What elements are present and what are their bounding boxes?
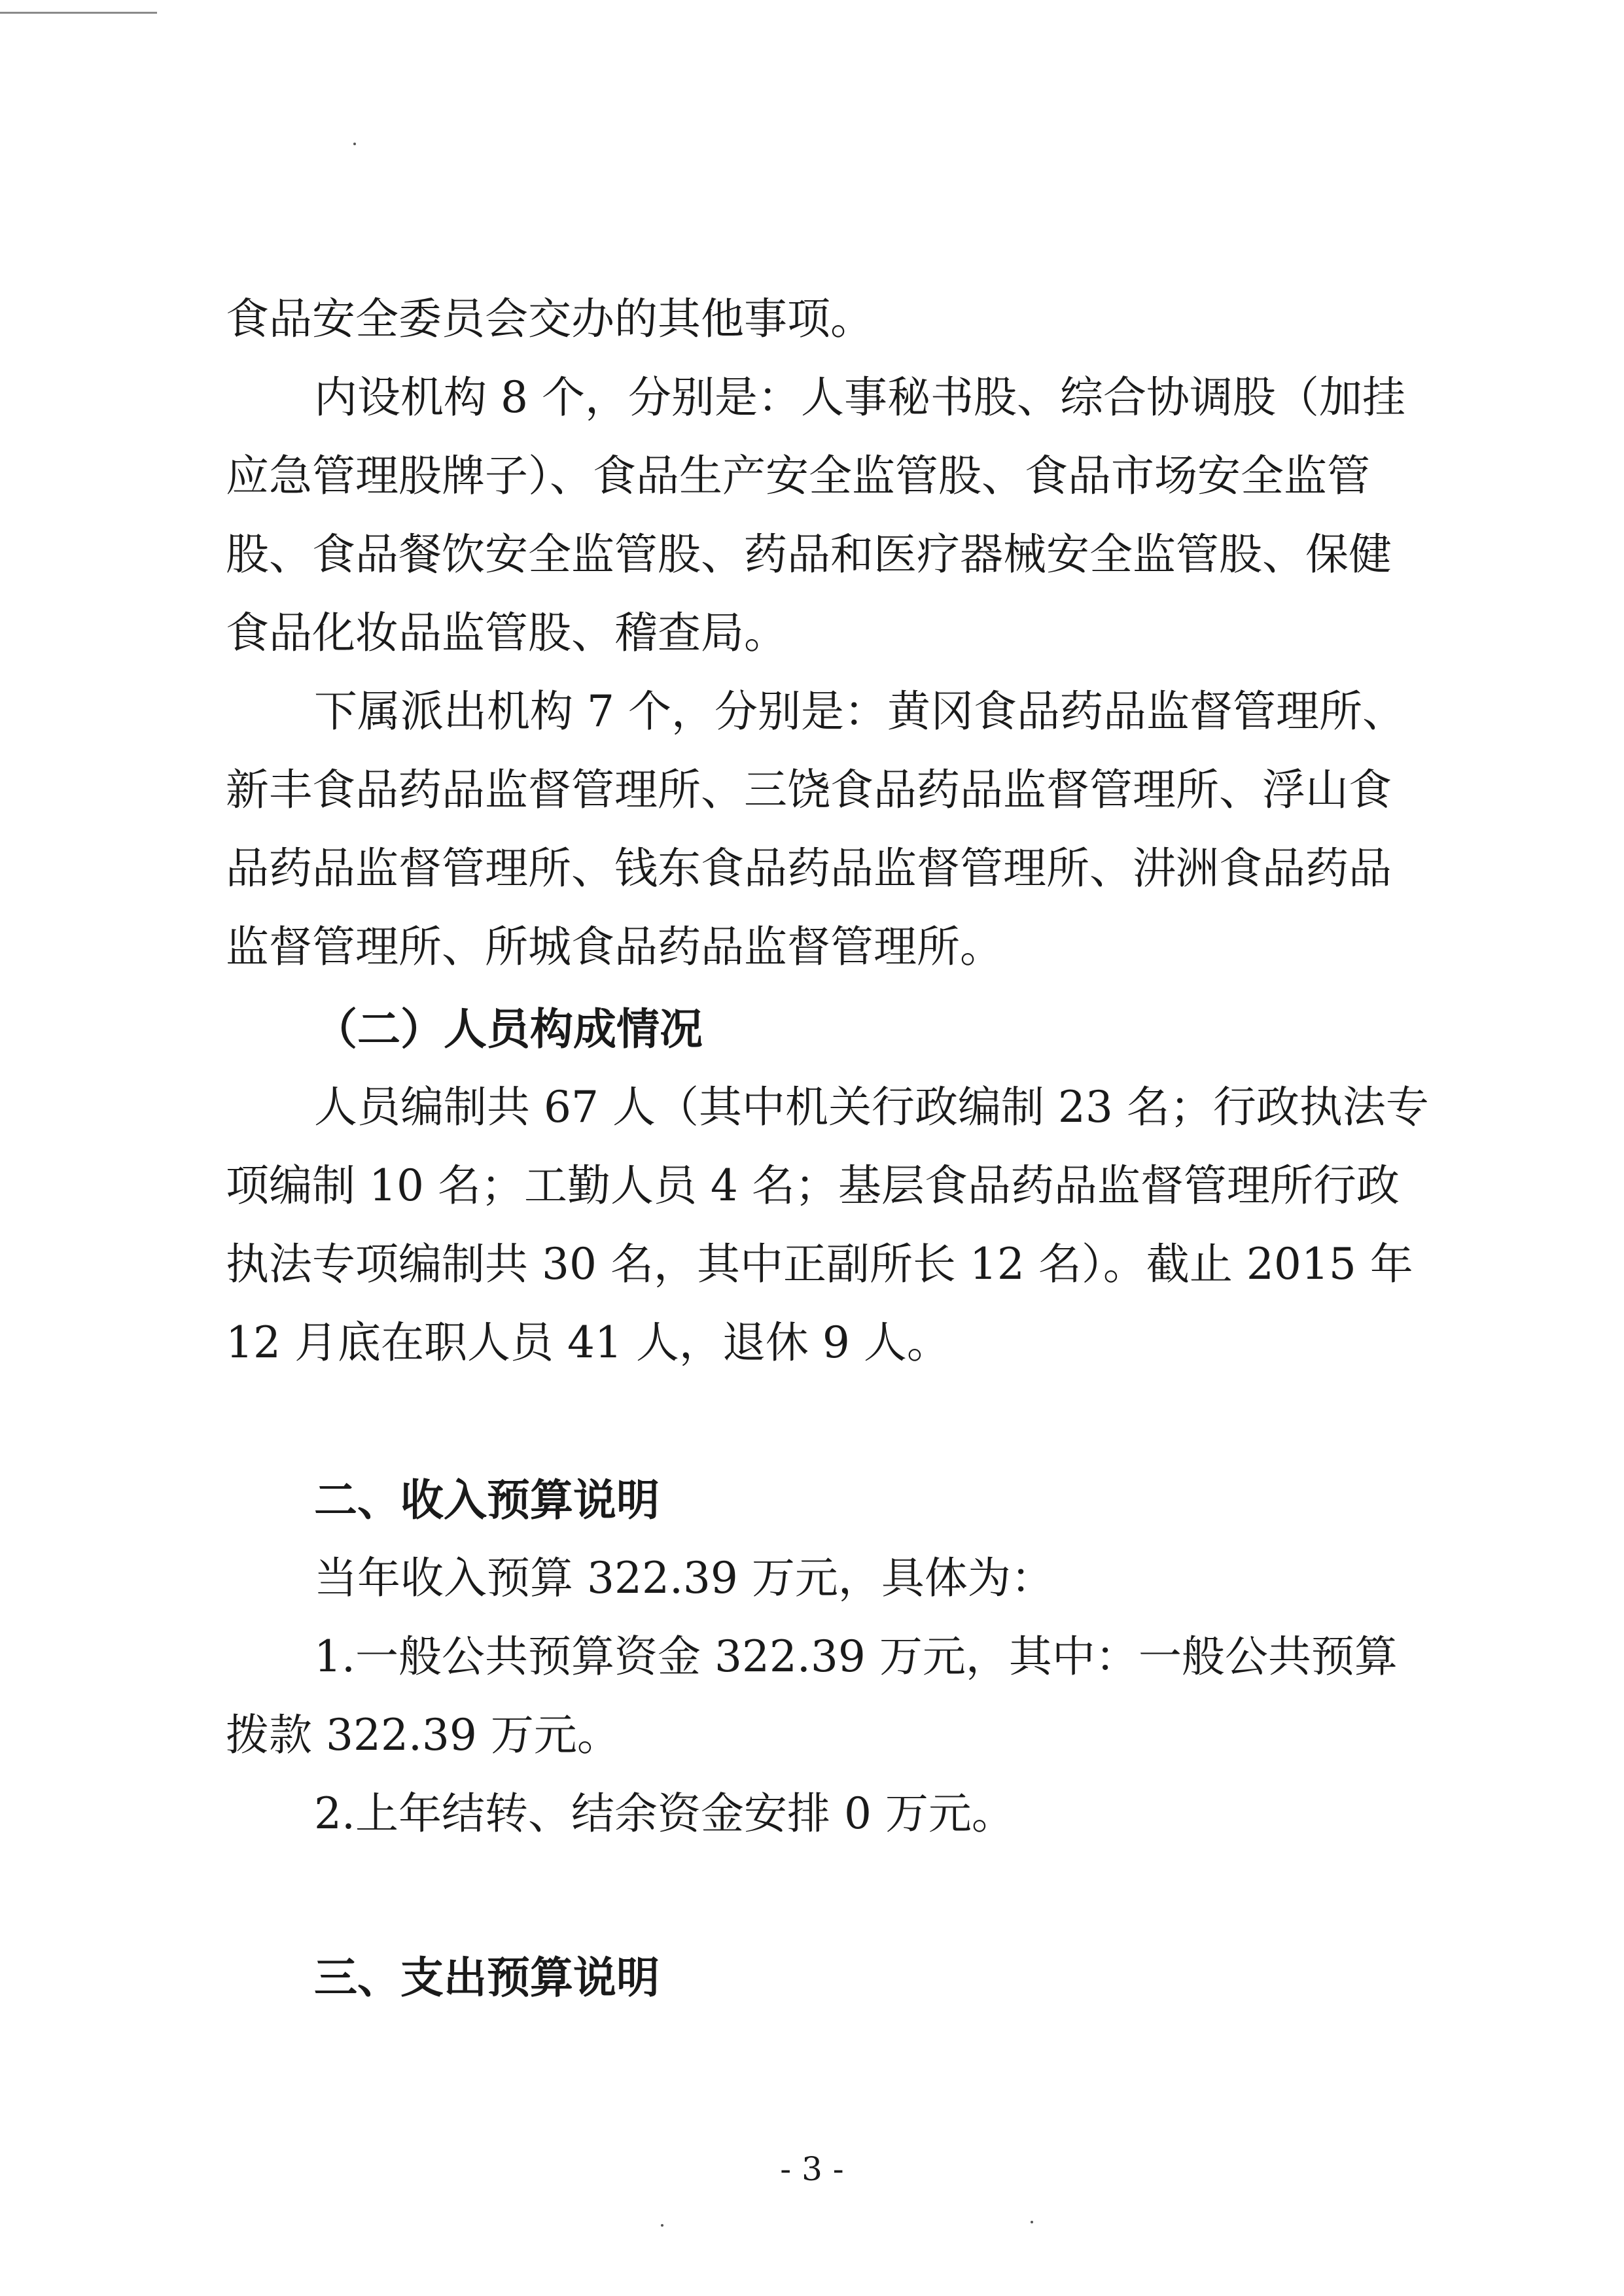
text-line: 人员编制共 67 人（其中机关行政编制 23 名；行政执法专 [314,1082,1429,1132]
section-heading-personnel: （二）人员构成情况 [314,1003,703,1054]
text-line: 新丰食品药品监督管理所、三饶食品药品监督管理所、浮山食 [226,765,1392,815]
text-line: 项编制 10 名；工勤人员 4 名；基层食品药品监督管理所行政 [226,1160,1400,1211]
text-line: 食品安全委员会交办的其他事项。 [226,294,874,344]
text-line: 执法专项编制共 30 名，其中正副所长 12 名）。截止 2015 年 [226,1239,1413,1289]
text-line: 内设机构 8 个，分别是：人事秘书股、综合协调股（加挂 [314,372,1405,423]
text-line: 监督管理所、所城食品药品监督管理所。 [226,922,1003,972]
text-line: 拨款 322.39 万元。 [226,1710,620,1760]
scan-speck [661,2224,663,2227]
page-number: - 3 - [780,2150,844,2188]
text-line: 当年收入预算 322.39 万元，具体为： [314,1553,1054,1603]
text-line: 下属派出机构 7 个，分别是：黄冈食品药品监督管理所、 [314,686,1405,737]
text-line: 食品化妆品监管股、稽查局。 [226,608,787,658]
scan-speck [1031,2221,1033,2223]
section-heading-income: 二、收入预算说明 [314,1474,660,1525]
text-line: 股、食品餐饮安全监管股、药品和医疗器械安全监管股、保健 [226,529,1392,580]
text-line: 12 月底在职人员 41 人，退休 9 人。 [226,1317,950,1368]
text-line: 品药品监督管理所、钱东食品药品监督管理所、汫洲食品药品 [226,843,1392,894]
text-line: 应急管理股牌子）、食品生产安全监管股、食品市场安全监管 [226,451,1370,501]
scan-edge-mark [0,12,157,14]
section-heading-expenditure: 三、支出预算说明 [314,1952,660,2003]
text-line: 2.上年结转、结余资金安排 0 万元。 [314,1788,1015,1839]
scan-speck [353,143,356,145]
text-line: 1.一般公共预算资金 322.39 万元，其中：一般公共预算 [314,1631,1398,1682]
